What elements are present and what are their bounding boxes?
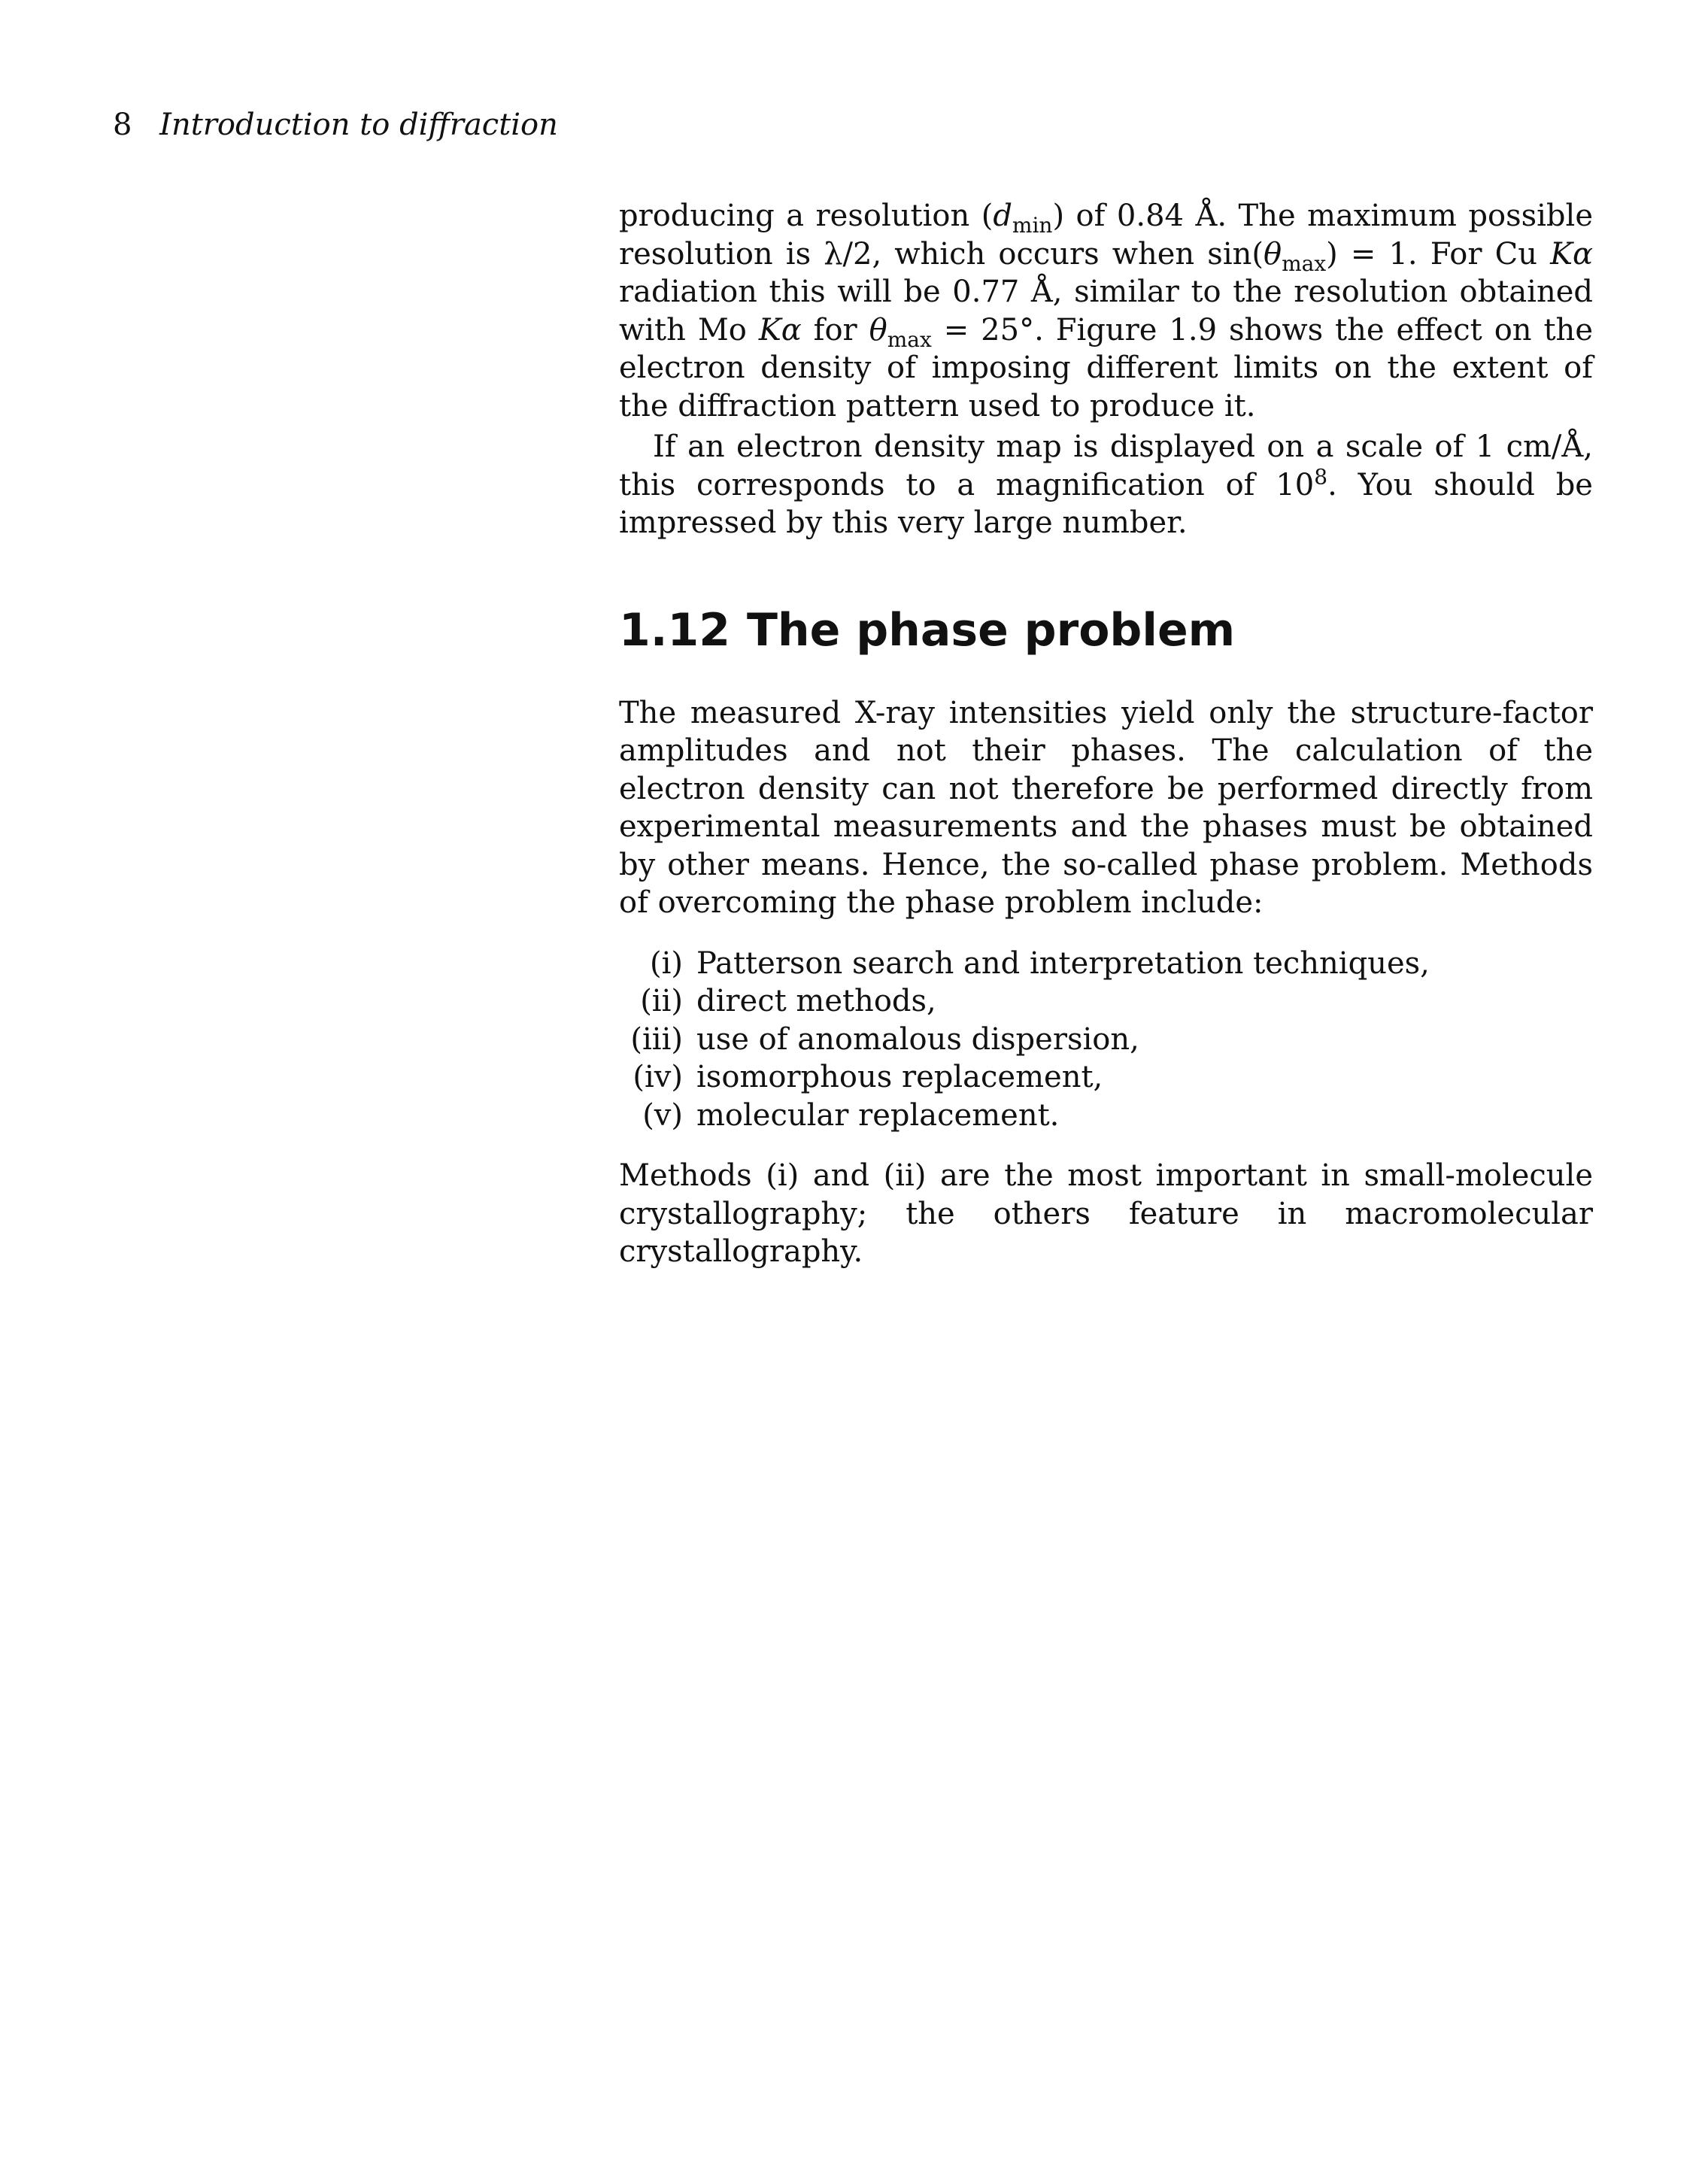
list-marker: (i) (649, 945, 683, 981)
text-run: . You should be impressed by this very large number. (619, 467, 1593, 540)
text-run: for (801, 312, 869, 347)
text-run: radiation this will be 0.77 Å, similar to the resolution obtained with Mo (619, 275, 1593, 347)
list-marker: (iii) (630, 1021, 683, 1057)
text-run: ) of 0.84 Å. The maximum possible resolution is λ/2, which occurs when sin( (619, 199, 1593, 272)
math-symbol: Kα (1550, 236, 1593, 272)
list-item-text: use of anomalous dispersion, (696, 1021, 1139, 1057)
paragraph-magnification (619, 428, 1593, 542)
math-symbol: θ (869, 312, 887, 347)
math-subscript: min (1012, 213, 1053, 238)
running-head (113, 105, 558, 144)
paragraph-resolution (619, 197, 1593, 425)
list-item-text: direct methods, (696, 984, 936, 1018)
page-number: 8 (113, 108, 132, 142)
paragraph-phase-intro: The measured X-ray intensities yield only the structure-factor amplitudes and not their phases. The calculation of the electron density can not therefore be performed directly from experimental measurements and the phases must be obtained by other means. Hence, the so-called phase problem. Methods of overcoming the phase problem include: (619, 695, 1593, 920)
math-subscript: max (1282, 250, 1327, 276)
list-item (619, 982, 1593, 1021)
running-head-title: Introduction to diffraction (159, 108, 558, 142)
list-item-text: Patterson search and interpretation techniques, (696, 945, 1430, 981)
text-run: producing a resolution ( (619, 199, 994, 233)
list-marker: (ii) (640, 984, 683, 1018)
math-symbol: d (993, 199, 1012, 233)
list-item (619, 1058, 1593, 1097)
paragraph-methods-summary: Methods (i) and (ii) are the most important in small-molecule crystallography; the others feature in macromolecular crystallography. (619, 1158, 1593, 1269)
math-symbol: Kα (758, 312, 802, 347)
math-superscript: 8 (1314, 464, 1328, 490)
section-number: 1.12 (619, 603, 731, 657)
list-item (619, 1021, 1593, 1059)
text-run: If an electron density map is displayed on a scale of 1 cm/Å, this corresponds to a magnification of 10 (619, 429, 1593, 502)
main-text-column (619, 197, 1593, 1271)
list-item-text: molecular replacement. (696, 1097, 1060, 1133)
section-heading (619, 604, 1593, 657)
list-item-text: isomorphous replacement, (696, 1060, 1103, 1094)
text-run: = 25°. Figure 1.9 shows the effect on the electron density of imposing different limits on the extent of the diffraction pattern used to produce it. (619, 312, 1593, 423)
math-symbol: θ (1264, 236, 1282, 272)
methods-list (619, 945, 1593, 1135)
text-run: ) = 1. For Cu (1326, 236, 1551, 272)
math-subscript: max (887, 326, 932, 352)
section-title: The phase problem (747, 603, 1236, 657)
list-marker: (v) (642, 1097, 683, 1133)
list-marker: (iv) (633, 1060, 683, 1094)
list-item (619, 945, 1593, 983)
list-item (619, 1097, 1593, 1135)
